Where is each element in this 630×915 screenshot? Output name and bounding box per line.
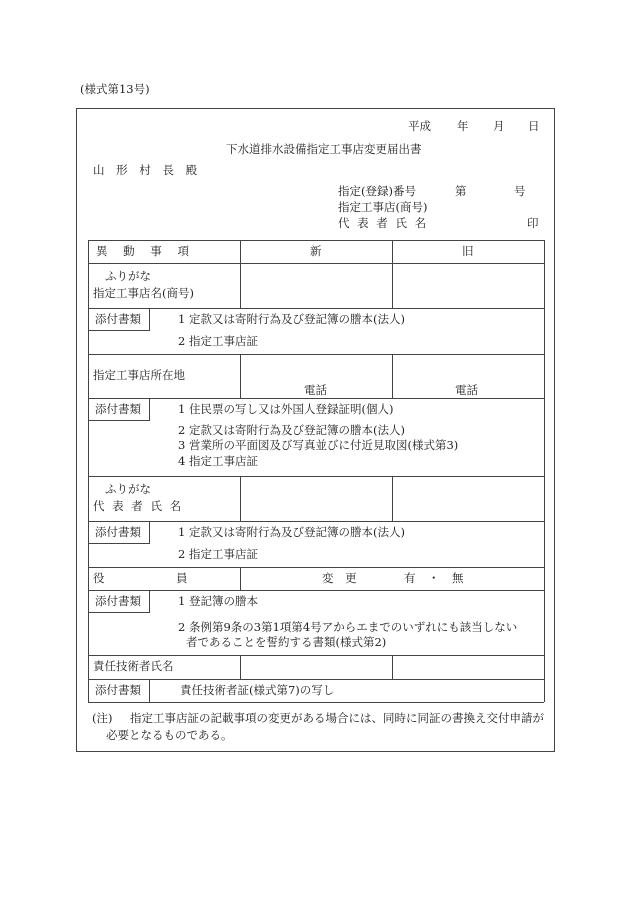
location-phone-new: 電話 [304,383,327,397]
shop-name-label: 指定工事店(商号) [338,200,428,214]
rep-attach-line1: 1 定款又は寄附行為及び登記簿の謄本(法人) [178,525,405,539]
form-number: (様式第13号) [80,82,150,96]
registration-number-prefix: 第 [455,184,467,198]
shop-attach-line2: 2 指定工事店証 [178,334,258,348]
date-year: 年 [457,119,469,133]
shop-attach-label: 添付書類 [95,312,141,326]
representative-label: 代 表 者 氏 名 [338,216,429,230]
location-attach-line2: 2 定款又は寄附行為及び登記簿の謄本(法人) [178,423,405,437]
officers-label-b: 員 [176,571,188,585]
officers-attach-line2b: 者であることを誓約する書類(様式第2) [186,635,387,649]
officers-attach-label: 添付書類 [95,594,141,608]
seal-mark: 印 [527,216,539,230]
date-month: 月 [493,119,505,133]
note-line2: 必要となるものである。 [106,728,233,742]
date-era: 平成 [408,119,431,133]
location-attach-line3: 3 営業所の平面図及び写真並びに付近見取図(様式第3) [178,438,459,452]
note-prefix: (注) [92,711,113,725]
date-day: 日 [528,119,540,133]
header-new: 新 [310,244,322,258]
rep-attach-label: 添付書類 [95,525,141,539]
location-attach-line4: 4 指定工事店証 [178,454,258,468]
header-item: 異 動 事 項 [96,244,195,258]
officers-change: 変 更 [322,571,361,585]
rep-row-label: 代 表 者 氏 名 [93,499,184,513]
rep-attach-line2: 2 指定工事店証 [178,547,258,561]
addressee: 山 形 村 長 殿 [93,163,202,177]
shop-name-row-label: 指定工事店名(商号) [93,286,194,300]
registration-number-label: 指定(登録)番号 [338,184,416,198]
location-attach-label: 添付書類 [95,402,141,416]
officers-dot: ・ [428,571,440,585]
location-phone-old: 電話 [455,383,478,397]
officers-yes: 有 [404,571,416,585]
shop-name-furigana: ふりがな [105,269,151,283]
officers-attach-line2a: 2 条例第9条の3第1項第4号アからエまでのいずれにも該当しない [178,620,518,634]
header-old: 旧 [462,244,474,258]
location-attach-line1: 1 住民票の写し又は外国人登録証明(個人) [178,402,394,416]
shop-attach-line1: 1 定款又は寄附行為及び登記簿の謄本(法人) [178,312,405,326]
rep-furigana: ふりがな [105,482,151,496]
engineer-label: 責任技術者氏名 [93,659,174,673]
engineer-attach-text: 責任技術者証(様式第7)の写し [180,683,335,697]
officers-label-a: 役 [93,571,105,585]
officers-attach-line1: 1 登記簿の謄本 [178,594,258,608]
location-label: 指定工事店所在地 [93,368,185,382]
engineer-attach-label: 添付書類 [95,683,141,697]
form-title: 下水道排水設備指定工事店変更届出書 [226,142,422,156]
officers-no: 無 [452,571,464,585]
registration-number-suffix: 号 [514,184,526,198]
note-line1: 指定工事店証の記載事項の変更がある場合には、同時に同証の書換え交付申請が [130,711,544,725]
